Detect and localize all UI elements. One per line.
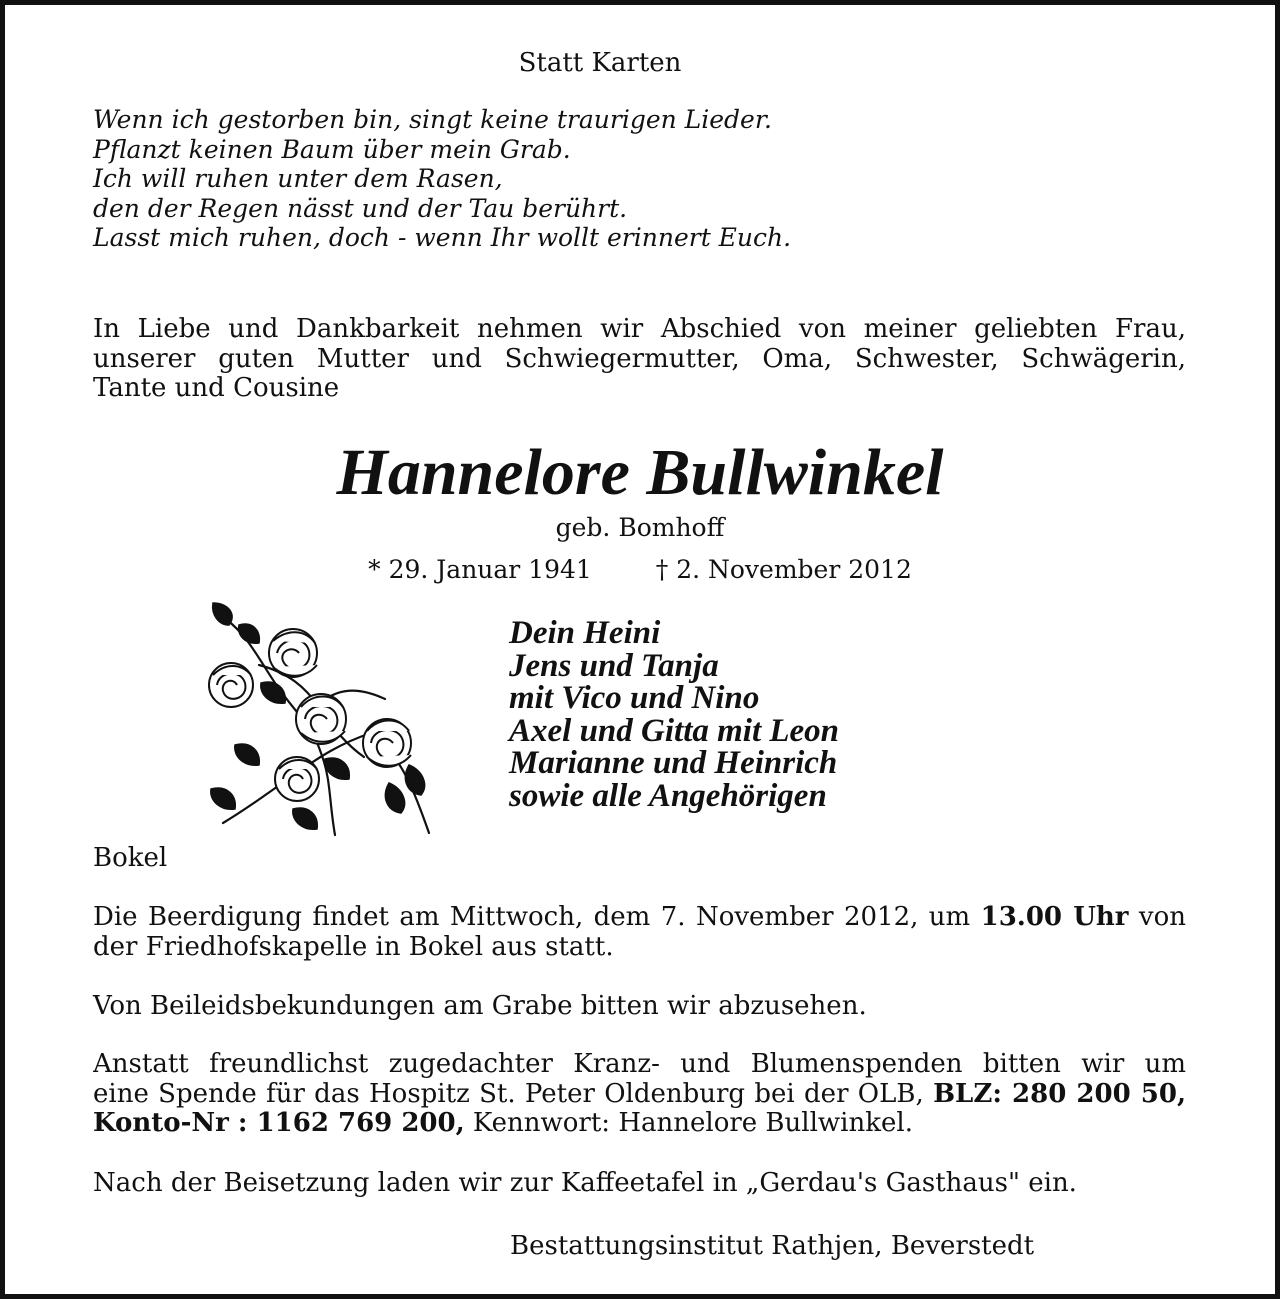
donation-line: Anstatt freundlichst zugedachter Kranz- und Blumenspenden bitten wir um bbox=[93, 1050, 1186, 1079]
deceased-name: Hannelore Bullwinkel bbox=[336, 436, 944, 509]
funeral-line bbox=[93, 903, 1186, 933]
donation-request bbox=[93, 1050, 1186, 1139]
account-number: Konto-Nr : 1162 769 200, bbox=[93, 1108, 465, 1138]
intro-line: In Liebe und Dankbarkeit nehmen wir Abschied von meiner geliebten Frau, bbox=[93, 315, 1186, 344]
deceased-birthname: geb. Bomhoff bbox=[555, 513, 725, 542]
poem-line: Ich will ruhen unter dem Rasen, bbox=[93, 164, 503, 193]
funeral-text-end: von bbox=[1128, 903, 1186, 932]
mourner-entry: Jens und Tanja bbox=[509, 647, 719, 684]
place-name: Bokel bbox=[93, 843, 168, 873]
mourner-entry: Marianne und Heinrich bbox=[509, 745, 838, 781]
poem-line: den der Regen nässt und der Tau berührt. bbox=[93, 193, 628, 223]
mourner-entry: Dein Heini bbox=[509, 615, 661, 651]
farewell-intro bbox=[93, 315, 1186, 404]
funeral-time: 13.00 Uhr bbox=[980, 903, 1129, 932]
undertaker-signature: Bestattungsinstitut Rathjen, Beverstedt bbox=[510, 1231, 1035, 1261]
roses-illustration-icon bbox=[201, 595, 445, 839]
obituary-content bbox=[5, 5, 1275, 1294]
poem-line: Pflanzt keinen Baum über mein Grab. bbox=[93, 134, 571, 164]
funeral-details bbox=[93, 903, 1186, 962]
mourner-entry: mit Vico und Nino bbox=[509, 680, 760, 716]
rose-flower bbox=[209, 663, 253, 707]
rose-flower bbox=[275, 757, 319, 801]
mourner-entry: sowie alle Angehörigen bbox=[509, 777, 827, 814]
rose-flower bbox=[363, 719, 411, 767]
donation-keyword: Kennwort: Hannelore Bullwinkel. bbox=[464, 1108, 913, 1138]
poem-line: Wenn ich gestorben bin, singt keine traurigen Lieder. bbox=[93, 105, 773, 134]
rose-flower bbox=[269, 629, 317, 677]
mourner-entry: Axel und Gitta mit Leon bbox=[509, 712, 840, 749]
poem-line: Lasst mich ruhen, doch - wenn Ihr wollt erinnert Euch. bbox=[93, 223, 792, 252]
birth-date: * 29. Januar 1941 bbox=[368, 555, 592, 584]
death-date: † 2. November 2012 bbox=[655, 555, 912, 584]
donation-line bbox=[93, 1080, 1186, 1110]
life-dates bbox=[5, 555, 1275, 585]
mourners-list bbox=[509, 617, 1029, 812]
intro-line: unserer guten Mutter und Schwiegermutter, Oma, Schwester, Schwägerin, bbox=[93, 344, 1186, 374]
poem bbox=[93, 105, 893, 253]
reception-note: Nach der Beisetzung laden wir zur Kaffeetafel in „Gerdau's Gasthaus" ein. bbox=[93, 1168, 1077, 1198]
bank-code: BLZ: 280 200 50, bbox=[933, 1079, 1186, 1109]
donation-line bbox=[93, 1109, 1186, 1139]
condolence-note: Von Beileidsbekundungen am Grabe bitten wir abzusehen. bbox=[93, 991, 867, 1021]
funeral-text: Die Beerdigung findet am Mittwoch, dem 7. November 2012, um bbox=[93, 903, 981, 932]
intro-line: Tante und Cousine bbox=[93, 373, 340, 403]
rose-flower bbox=[296, 694, 346, 744]
donation-text: eine Spende für das Hospitz St. Peter Oldenburg bei der OLB, bbox=[93, 1079, 934, 1109]
statt-karten-heading: Statt Karten bbox=[518, 48, 682, 78]
funeral-line: der Friedhofskapelle in Bokel aus statt. bbox=[93, 931, 614, 962]
